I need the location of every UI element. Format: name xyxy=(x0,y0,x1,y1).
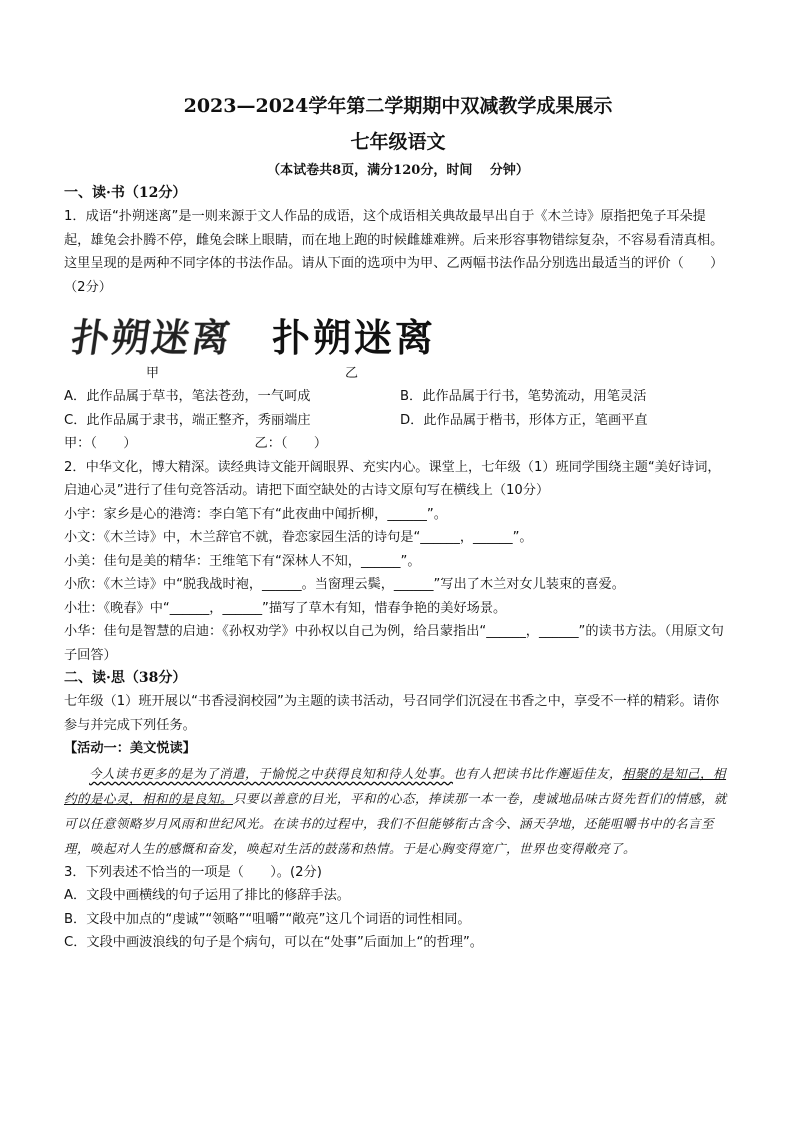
question-3-option-a: A．文段中画横线的句子运用了排比的修辞手法。 xyxy=(64,888,350,903)
exam-subtitle: 七年级语文 xyxy=(350,131,446,153)
answer-yi: 乙：（ ） xyxy=(254,436,328,451)
passage-wavy-sentence: 今人读书更多的是为了消遣，于愉悦之中获得良知和待人处事。 xyxy=(89,765,454,781)
calligraphy-captions xyxy=(64,363,732,385)
passage-text: 也有人把读书比作邂逅佳友， xyxy=(453,765,623,781)
option-d: D．此作品属于楷书，形体方正，笔画平直 xyxy=(400,412,648,428)
poem-line: 小宇：家乡是心的港湾：李白笔下有“此夜曲中闻折柳，______”。 xyxy=(64,506,447,522)
question-3-option-c: C．文段中画波浪线的句子是个病句，可以在“处事”后面加上“的哲理”。 xyxy=(64,935,483,950)
passage-text: 只要以善意的目光，平和的心态，捧读那一本一卷，虔诚地品味古贤先哲们的情感，就可以任意领略岁月风雨和世纪风光。在读书的过程中，我们不但能够衔古含今、涵天孕地，还能咀嚼书中的名言至理，唤起对人生的感慨和奋发，唤起对生活的鼓荡和热情。于是心胸变得宽广，世界也变得敞亮了。 xyxy=(64,790,728,856)
section-2-intro: 七年级（1）班开展以“书香浸润校园”为主题的读书活动，号召同学们沉浸在书香之中，享受不一样的精彩。请你参与并完成下列任务。 xyxy=(64,694,720,733)
poem-line: 小欣：《木兰诗》中“脱我战时袍，______。当窗理云鬓，______”写出了木兰对女儿装束的喜爱。 xyxy=(64,577,625,592)
option-c: C．此作品属于隶书，端正整齐，秀丽端庄 xyxy=(64,412,311,428)
exam-title: 2023—2024学年第二学期期中双减教学成果展示 xyxy=(183,95,613,117)
poem-line: 小美：佳句是美的精华：王维笔下有“深林人不知，______”。 xyxy=(64,553,421,569)
question-1-answers xyxy=(64,432,732,456)
calligraphy-jia: 扑朔迷离 xyxy=(68,314,235,360)
poem-line: 小文：《木兰诗》中，木兰辞官不就，眷恋家园生活的诗句是“______，______”。 xyxy=(64,530,533,545)
passage-underlined-sentence: 相聚的是知己，相约的是心灵，相和的是良知。 xyxy=(64,765,727,806)
question-1-options xyxy=(64,385,732,432)
option-b: B．此作品属于行书，笔势流动，用笔灵活 xyxy=(400,389,647,404)
answer-jia: 甲：（ ） xyxy=(64,436,137,451)
section-1-heading: 一、读·书（12分） xyxy=(64,185,187,201)
calligraphy-images xyxy=(68,309,732,360)
reading-passage xyxy=(64,761,732,861)
activity-heading: 【活动一：美文悦读】 xyxy=(64,741,196,756)
question-2-intro: 2．中华文化，博大精深。读经典诗文能开阔眼界、充实内心。课堂上，七年级（1）班同学围绕主题“美好诗词，启迪心灵”进行了佳句竞答活动。请把下面空缺处的古诗文原句写在横线上（10分） xyxy=(64,459,721,498)
option-a: A．此作品属于草书，笔法苍劲，一气呵成 xyxy=(64,389,311,404)
question-1-text: 1．成语“扑朔迷离”是一则来源于文人作品的成语，这个成语相关典故最早出自于《木兰诗》原指把兔子耳朵提起，雄兔会扑腾不停，雌兔会眯上眼睛，而在地上跑的时候雌雄难辨。后来形容事物错综复杂，不容易看清真相。这里呈现的是两种不同字体的书法作品。请从下面的选项中为甲、乙两幅书法作品分别选出最适当的评价（ ）（2分） xyxy=(64,209,724,295)
poem-line: 小华：佳句是智慧的启迪：《孙权劝学》中孙权以自己为例，给吕蒙指出“______，______”的读书方法。（用原文句子回答） xyxy=(64,624,724,663)
caption-yi: 乙 xyxy=(345,366,359,381)
caption-jia: 甲 xyxy=(146,366,160,381)
question-3-stem: 3．下列表述不恰当的一项是（ ）。(2分) xyxy=(64,864,322,880)
exam-page xyxy=(64,92,732,955)
section-2-heading: 二、读·思（38分） xyxy=(64,670,187,686)
exam-note: （本试卷共8页，满分120分，时间 分钟） xyxy=(267,163,529,178)
poem-line: 小壮：《晚春》中“______，______”描写了草木有知，惜春争艳的美好场景。 xyxy=(64,600,507,616)
calligraphy-yi: 扑朔迷离 xyxy=(272,314,437,360)
question-3-option-b: B．文段中加点的“虔诚”“领略”“咀嚼”“敞亮”这几个词语的词性相同。 xyxy=(64,911,471,927)
